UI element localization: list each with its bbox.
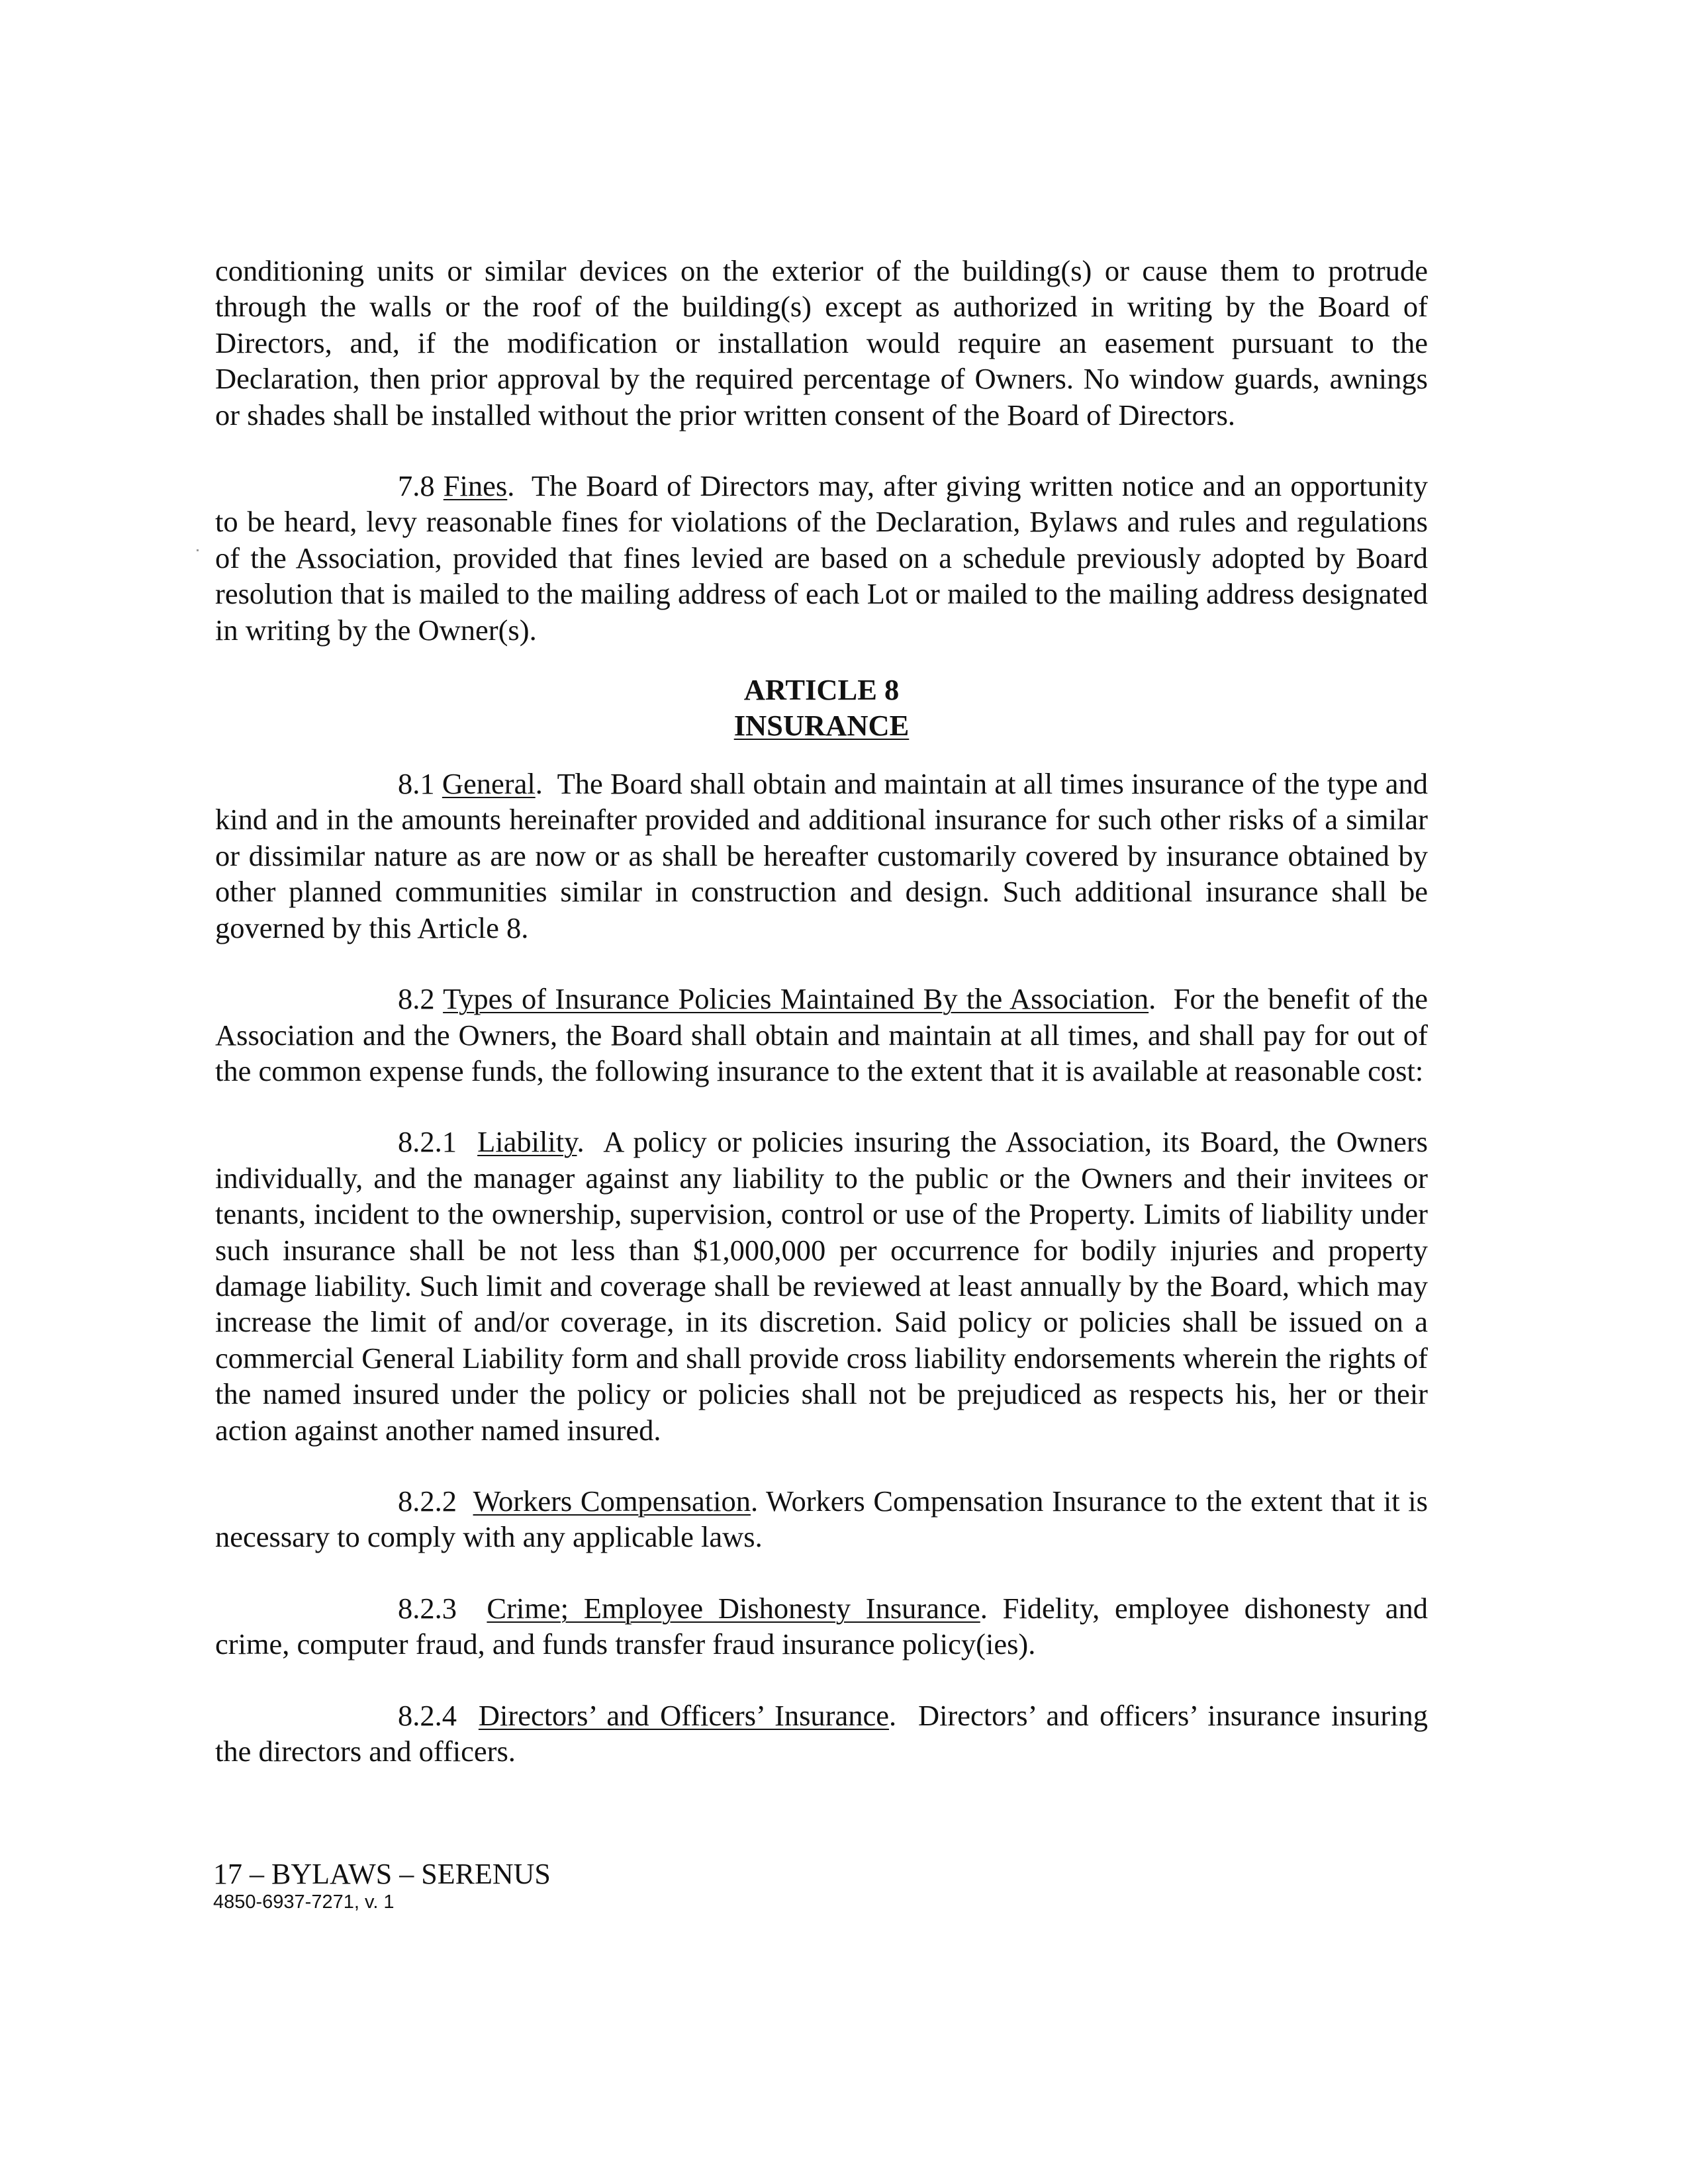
section-body: Fidelity, employee dishonesty and crime, computer fraud, and funds transfer fraud insurance policy(ies). [215,1591,1429,1661]
section-number: 8.2.3 [398,1591,457,1625]
scan-speck [197,549,199,551]
section-number: 7.8 [398,469,435,503]
article-heading [215,672,1428,743]
section-title: General [442,767,536,801]
section-body: Directors’ and officers’ insurance insuring the directors and officers. [215,1698,1429,1768]
section-8-1: 8.1 General. The Board shall obtain and maintain at all times insurance of the type and kind and in the amounts hereinafter provided and additional insurance for such other risks of a similar or dissimilar nature as are now or as shall be hereafter customarily covered by insurance obtained by other planned communities similar in construction and design. Such additional insurance shall be governed by this Article 8. [215,767,1428,944]
section-title: Liability [477,1125,577,1159]
section-8-2-2: 8.2.2 Workers Compensation. Workers Compensation Insurance to the extent that it is necessary to comply with any applicable laws. [215,1484,1428,1554]
document-body [215,253,1428,1769]
section-number: 8.1 [398,767,435,801]
section-body: The Board of Directors may, after giving written notice and an opportunity to be heard, levy reasonable fines for violations of the Declaration, Bylaws and rules and regulations of the Association, provided that fines levied are based on a schedule previously adopted by Board resolution that is mailed to the mailing address of each Lot or mailed to the mailing address designated in writing by the Owner(s). [215,469,1429,647]
section-number: 8.2 [398,982,435,1016]
section-8-2: 8.2 Types of Insurance Policies Maintained By the Association. For the benefit of the Association and the Owners, the Board shall obtain and maintain at all times, and shall pay for out of the common expense funds, the following insurance to the extent that it is available at reasonable cost: [215,982,1429,1087]
section-7-8: 7.8 Fines. The Board of Directors may, after giving written notice and an opportunity to be heard, levy reasonable fines for violations of the Declaration, Bylaws and rules and regulations of the Association, provided that fines levied are based on a schedule previously adopted by Board resolution that is mailed to the mailing address of each Lot or mailed to the mailing address designated in writing by the Owner(s). [215,469,1429,647]
article-title: INSURANCE [733,709,910,743]
section-body: For the benefit of the Association and the Owners, the Board shall obtain and maintain at all times, and shall pay for out of the common expense funds, the following insurance to the extent that it is available at reasonable cost: [215,982,1429,1087]
section-body: The Board shall obtain and maintain at all times insurance of the type and kind and in the amounts hereinafter provided and additional insurance for such other risks of a similar or dissimilar nature as are now or as shall be hereafter customarily covered by insurance obtained by other planned communities similar in construction and design. Such additional insurance shall be governed by this Article 8. [215,767,1428,944]
section-number: 8.2.4 [398,1698,457,1732]
section-title: Workers Compensation [473,1484,751,1518]
section-title: Types of Insurance Policies Maintained By the Association [443,982,1149,1016]
section-body: Workers Compensation Insurance to the extent that it is necessary to comply with any applicable laws. [215,1484,1428,1554]
intro-paragraph: conditioning units or similar devices on the exterior of the building(s) or cause them to protrude through the walls or the roof of the building(s) except as authorized in writing by the Board of Directors, and, if the modification or installation would require an easement pursuant to the Declaration, then prior approval by the required percentage of Owners. No window guards, awnings or shades shall be installed without the prior written consent of the Board of Directors. [215,254,1428,432]
article-number: ARTICLE 8 [743,673,900,707]
section-number: 8.2.2 [398,1484,457,1518]
section-8-2-4: 8.2.4 Directors’ and Officers’ Insurance. Directors’ and officers’ insurance insuring the directors and officers. [215,1698,1429,1768]
section-body: A policy or policies insuring the Association, its Board, the Owners individually, and the manager against any liability to the public or the Owners and their invitees or tenants, incident to the ownership, supervision, control or use of the Property. Limits of liability under such insurance shall be not less than $1,000,000 per occurrence for bodily injuries and property damage liability. Such limit and coverage shall be reviewed at least annually by the Board, which may increase the limit of and/or coverage, in its discretion. Said policy or policies shall be issued on a commercial General Liability form and shall provide cross liability endorsements wherein the rights of the named insured under the policy or policies shall not be prejudiced as respects his, her or their action against another named insured. [215,1125,1428,1447]
section-number: 8.2.1 [398,1125,457,1159]
section-title: Fines [443,469,508,503]
document-id: 4850-6937-7271, v. 1 [213,1891,395,1913]
section-8-2-3: 8.2.3 Crime; Employee Dishonesty Insurance. Fidelity, employee dishonesty and crime, computer fraud, and funds transfer fraud insurance policy(ies). [215,1591,1429,1661]
section-title: Directors’ and Officers’ Insurance [478,1698,889,1732]
section-title: Crime; Employee Dishonesty Insurance [487,1591,980,1625]
page-footer-label: 17 – BYLAWS – SERENUS [213,1858,551,1890]
section-8-2-1: 8.2.1 Liability. A policy or policies insuring the Association, its Board, the Owners individually, and the manager against any liability to the public or the Owners and their invitees or tenants, incident to the ownership, supervision, control or use of the Property. Limits of liability under such insurance shall be not less than $1,000,000 per occurrence for bodily injuries and property damage liability. Such limit and coverage shall be reviewed at least annually by the Board, which may increase the limit of and/or coverage, in its discretion. Said policy or policies shall be issued on a commercial General Liability form and shall provide cross liability endorsements wherein the rights of the named insured under the policy or policies shall not be prejudiced as respects his, her or their action against another named insured. [215,1125,1428,1447]
